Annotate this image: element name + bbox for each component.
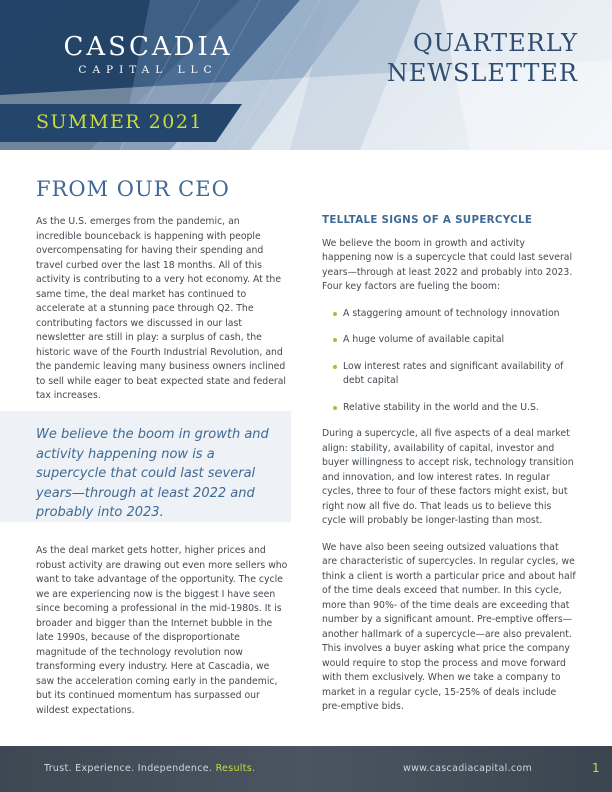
- ceo-intro-paragraph: As the U.S. emerges from the pandemic, an incredible bounceback is happening with people overcompensating for having their spending and travel curbed over the last 18 months. All of this activity is contributing to a very hot economy. At the same time, the deal market has continued to accelerate at a stunning pace through Q2. The contributing factors we discussed in our last newsletter are still in play: a surplus of cash, the historic wave of the Fourth Industrial Revolution, and the pandemic leaving many business owners inclined to sell while eager to beat expected state and federal tax increases.: [36, 216, 287, 401]
- website-link[interactable]: www.cascadiacapital.com: [403, 763, 533, 774]
- page-number: 1: [592, 761, 600, 775]
- ceo-body-paragraph: As the deal market gets hotter, higher prices and robust activity are drawing out even more sellers who want to take advantage of the opportunity. The cycle we are experiencing now is the biggest I have seen since becoming a professional in the mid-1980s. It is broader and bigger than the Internet bubble in the late 1990s, because of the disproportionate magnitude of the technology revolution now transforming every industry. Here at Cascadia, we saw the acceleration coming early in the pandemic, but its continued momentum has surpassed our wildest expectations.: [36, 545, 288, 716]
- section-heading-supercycle: TELLTALE SIGNS OF A SUPERCYCLE: [322, 214, 533, 226]
- tagline-text: Trust. Experience. Independence.: [44, 763, 213, 774]
- newsletter-title: [378, 28, 578, 88]
- company-name: CASCADIA: [63, 32, 233, 62]
- pull-quote: We believe the boom in growth and activity happening now is a supercycle that could last several years—through at least 2022 and probably into 2023.: [36, 427, 269, 520]
- supercycle-paragraph-1: During a supercycle, all five aspects of a deal market align: stability, availability of capital, investor and buyer willingness to accept risk, technology transition and innovation, and low interest rates. In regular cycles, three to four of these factors might exist, but right now all five do. That leads us to believe this cycle will probably be longer-lasting than most.: [322, 428, 574, 526]
- ceo-intro: [36, 215, 286, 404]
- factor-item: Low interest rates and significant availability of debt capital: [322, 360, 576, 389]
- footer: [0, 746, 612, 792]
- company-subtitle: CAPITAL LLC: [78, 64, 218, 76]
- company-logo: [48, 32, 248, 76]
- section-heading-ceo: FROM OUR CEO: [36, 177, 230, 201]
- ceo-body: [36, 544, 288, 718]
- supercycle-intro: We believe the boom in growth and activity happening now is a supercycle that could last several years—through at least 2022 and probably into 2023. Four key factors are fueling the boom:: [322, 237, 573, 292]
- factor-item: Relative stability in the world and the U.S.: [322, 401, 576, 416]
- factor-list: [322, 307, 576, 416]
- factor-item: A huge volume of available capital: [322, 333, 576, 348]
- supercycle-paragraph-2: We have also been seeing outsized valuations that are characteristic of supercycles. In regular cycles, we think a client is worth a particular price and about half of the time deals exceed that number. In this cycle, more than 90%- of the time deals are exceeding that number by a significant amount. Pre-emptive offers—another hallmark of a supercycle—are also prevalent. This involves a buyer asking what price the company would require to stop the process and move forward with them exclusively. When we take a company to market in a regular cycle, 15-25% of deals include pre-emptive bids.: [322, 541, 576, 712]
- footer-tagline: [44, 763, 255, 774]
- season-label: SUMMER 2021: [36, 111, 204, 133]
- factor-item: A staggering amount of technology innovation: [322, 307, 576, 322]
- tagline-highlight: Results.: [215, 763, 256, 774]
- supercycle-section: [322, 213, 576, 715]
- newsletter-title-line2: NEWSLETTER: [386, 59, 578, 87]
- newsletter-title-line1: QUARTERLY: [413, 29, 578, 57]
